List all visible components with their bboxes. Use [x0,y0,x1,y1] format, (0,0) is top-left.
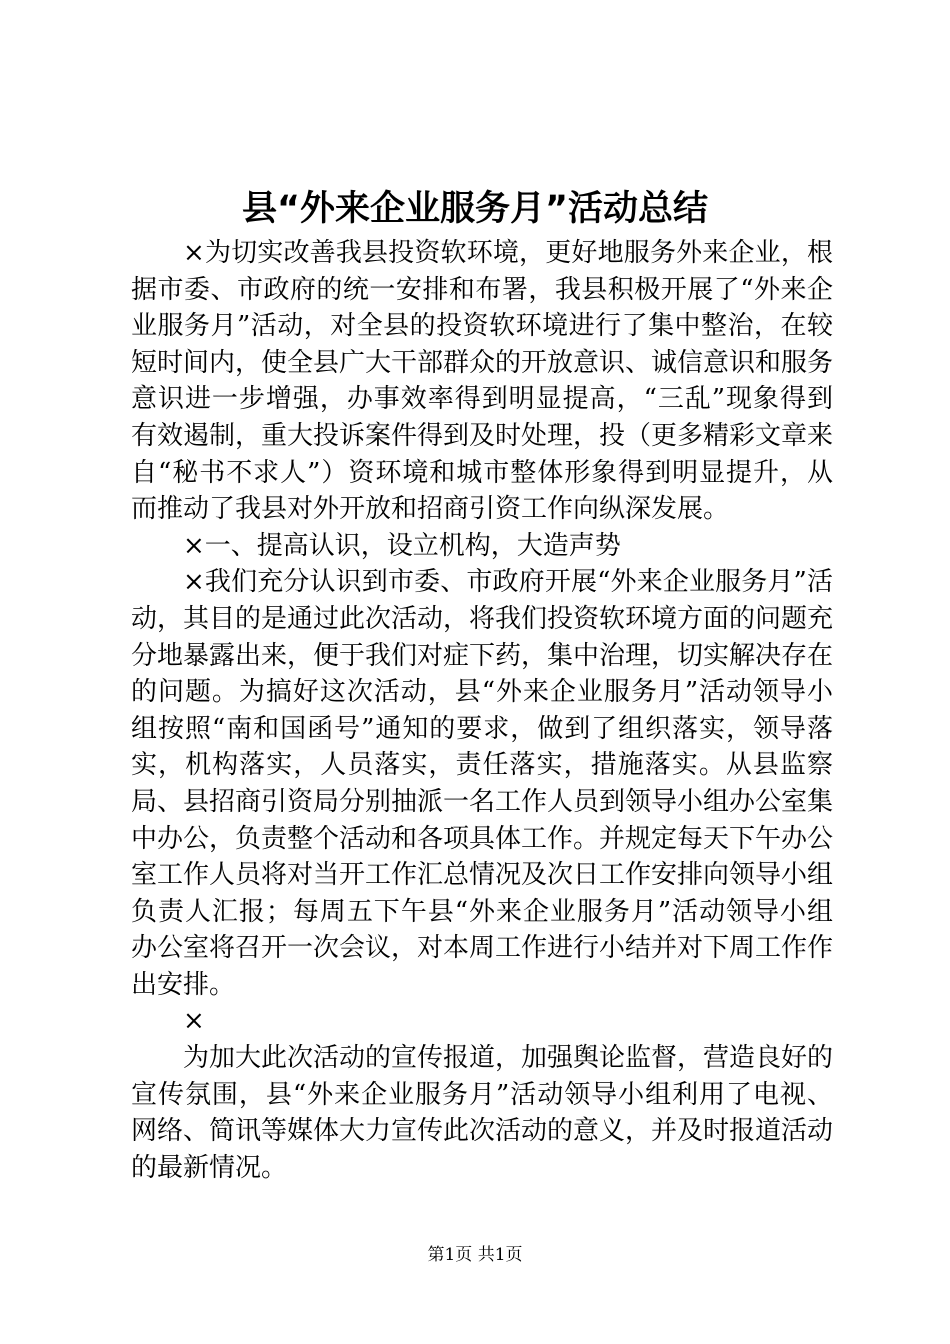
section-heading-1: ×一、提高认识，设立机构，大造声势 [183,530,621,561]
paragraph-marker: × [183,1006,205,1037]
paragraph-intro: ×为切实改善我县投资软环境，更好地服务外来企业，根据市委、市政府的统一安排和布署，我县积极开展了“外来企业服务月”活动，对全县的投资软环境进行了集中整治，在较短时间内，使全县广大干部群众的开放意识、诚信意识和服务意识进一步增强，办事效率得到明显提高，“三乱”现象得到有效遏制，重大投诉案件得到及时处理，投（更多精彩文章来自“秘书不求人”）资环境和城市整体形象得到明显提升，从而推动了我县对外开放和招商引资工作向纵深发展。 [131,238,834,525]
paragraph-publicity: 为加大此次活动的宣传报道，加强舆论监督，营造良好的宣传氛围，县“外来企业服务月”活动领导小组利用了电视、网络、简讯等媒体大力宣传此次活动的意义，并及时报道活动的最新情况。 [131,1043,834,1183]
page-total: 共1页 [477,1245,523,1265]
page-footer [0,1243,950,1267]
page-number: 第1页 [427,1245,473,1265]
paragraph-section-1: ×我们充分认识到市委、市政府开展“外来企业服务月”活动，其目的是通过此次活动，将我们投资软环境方面的问题充分地暴露出来，便于我们对症下药，集中治理，切实解决存在的问题。为搞好这次活动，县“外来企业服务月”活动领导小组按照“南和国函号”通知的要求，做到了组织落实，领导落实，机构落实，人员落实，责任落实，措施落实。从县监察局、县招商引资局分别抽派一名工作人员到领导小组办公室集中办公，负责整个活动和各项具体工作。并规定每天下午办公室工作人员将对当开工作汇总情况及次日工作安排向领导小组负责人汇报；每周五下午县“外来企业服务月”活动领导小组办公室将召开一次会议，对本周工作进行小结并对下周工作作出安排。 [131,567,834,1000]
document-title: 县“外来企业服务月”活动总结 [241,189,708,229]
document-body [131,235,833,1186]
